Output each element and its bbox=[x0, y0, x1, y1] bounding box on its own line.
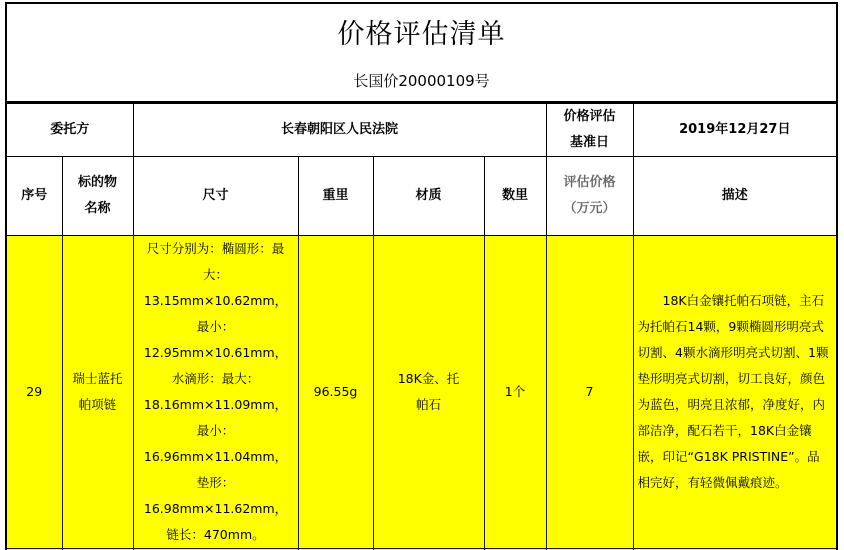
header-weight: 重里 bbox=[298, 157, 373, 236]
cell-material: 18K金、托帕石 bbox=[373, 236, 484, 549]
document-number: 长国价20000109号 bbox=[353, 72, 490, 90]
document-title: 价格评估清单 bbox=[337, 19, 506, 50]
header-quantity: 数里 bbox=[484, 157, 546, 236]
client-row bbox=[7, 104, 836, 157]
header-index: 序号 bbox=[7, 157, 62, 236]
table-row bbox=[7, 236, 836, 549]
header-price: 评估价格（万元） bbox=[546, 157, 633, 236]
base-date-label: 价格评估基准日 bbox=[546, 104, 633, 157]
base-date-value: 2019年12月27日 bbox=[633, 104, 836, 157]
appraisal-table bbox=[7, 103, 836, 550]
cell-quantity: 1个 bbox=[484, 236, 546, 549]
header-size: 尺寸 bbox=[133, 157, 298, 236]
client-value: 长春朝阳区人民法院 bbox=[133, 104, 546, 157]
cell-size: 尺寸分别为：椭圆形：最大：13.15mm×10.62mm，最小：12.95mm×10.61mm，水滴形：最大：18.16mm×11.09mm，最小：16.96mm×11.04mm，垫形：16.98mm×11.62mm，链长：470mm。 bbox=[133, 236, 298, 549]
header-material: 材质 bbox=[373, 157, 484, 236]
appraisal-sheet bbox=[5, 2, 838, 550]
header-name: 标的物名称 bbox=[62, 157, 133, 236]
cell-index: 29 bbox=[7, 236, 62, 549]
cell-weight: 96.55g bbox=[298, 236, 373, 549]
header-description: 描述 bbox=[633, 157, 836, 236]
client-label: 委托方 bbox=[7, 104, 133, 157]
title-block bbox=[7, 4, 836, 103]
cell-description: 18K白金镶托帕石项链，主石为托帕石14颗，9颗椭圆形明亮式切割、4颗水滴形明亮式切割、1颗垫形明亮式切割，切工良好，颜色为蓝色，明亮且浓郁，净度好，内部洁净，配石若干，18K白金镶嵌，印记“G18K PRISTINE”。品相完好，有轻微佩戴痕迹。 bbox=[633, 236, 836, 549]
cell-price: 7 bbox=[546, 236, 633, 549]
column-header-row bbox=[7, 157, 836, 236]
cell-name: 瑞士蓝托帕项链 bbox=[62, 236, 133, 549]
